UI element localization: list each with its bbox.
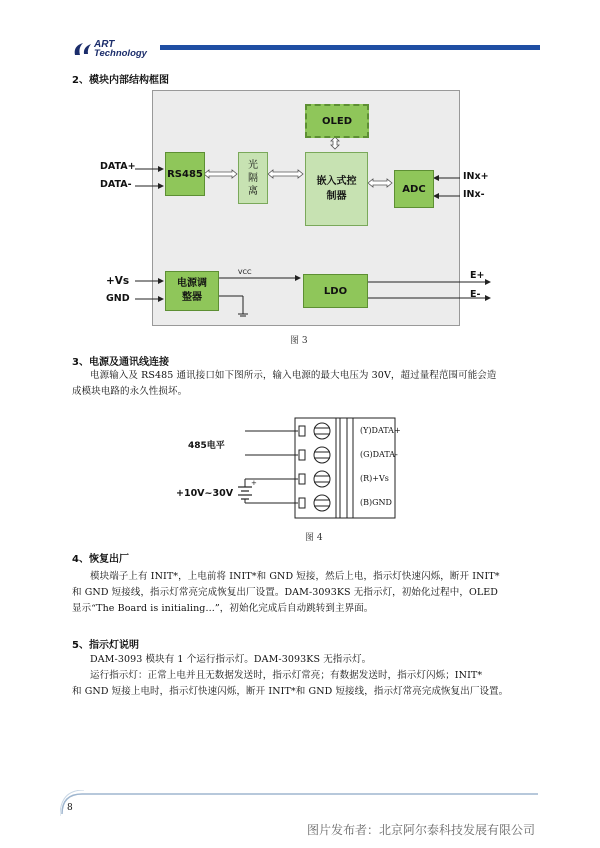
label-inx-minus: INx-: [463, 189, 485, 200]
section4-para-line1: 模块端子上有 INIT*，上电前将 INIT*和 GND 短接，然后上电，指示灯快速闪烁，断开 INIT*: [90, 571, 500, 582]
terminal-label-1: (Y)DATA+: [360, 426, 401, 435]
terminal-label-4: (B)GND: [360, 498, 392, 507]
terminal-label-3: (R)+Vs: [360, 474, 389, 483]
label-485-level: 485电平: [188, 441, 225, 451]
label-data-plus: DATA+: [100, 161, 136, 172]
figure4-caption: 图 4: [305, 533, 323, 543]
section5-para-line3: 和 GND 短接上电时，指示灯快速闪烁，断开 INIT*和 GND 短接线，指示灯常亮完成恢复出厂设置。: [72, 686, 509, 697]
section3-para-line2: 成模块电路的永久性损坏。: [72, 386, 188, 397]
footer-decoration: [60, 790, 540, 816]
section4-para-line2: 和 GND 短接线，指示灯常亮完成恢复出厂设置。DAM-3093KS 无指示灯，初始化过程中，OLED: [72, 587, 499, 598]
regulator-label-1: 电源调: [177, 278, 207, 289]
section2-title: 2、模块内部结构框图: [72, 75, 169, 86]
ldo-label: LDO: [323, 285, 348, 297]
label-inx-plus: INx+: [463, 171, 489, 182]
label-data-minus: DATA-: [100, 179, 132, 190]
isolation-label-1: 光: [248, 159, 258, 171]
mcu-label-1: 嵌入式控: [316, 176, 357, 187]
label-gnd: GND: [106, 293, 130, 304]
logo-line1: ART: [94, 39, 115, 50]
section5-para-line2: 运行指示灯：正常上电并且无数据发送时，指示灯常亮；有数据发送时，指示灯闪烁；INIT*: [90, 670, 483, 681]
regulator-label-2: 整器: [182, 292, 202, 303]
publisher-credit: 图片发布者：北京阿尔泰科技发展有限公司: [307, 823, 536, 837]
section4-para-line3: 显示“The Board is initialing...”，初始化完成后自动跳转到主界面。: [72, 603, 374, 614]
oled-label: OLED: [321, 115, 352, 127]
adc-label: ADC: [402, 183, 426, 195]
terminal-label-2: (G)DATA-: [360, 450, 398, 459]
label-vcc: VCC: [238, 268, 252, 276]
rs485-label: RS485: [167, 168, 203, 180]
label-vs: +Vs: [106, 275, 130, 287]
svg-text:+: +: [251, 479, 257, 487]
figure3-caption: 图 3: [290, 336, 308, 346]
section3-title: 3、电源及通讯线连接: [72, 357, 169, 368]
logo-line2: Technology: [94, 48, 147, 59]
label-supply-range: +10V~30V: [176, 488, 234, 499]
label-e-minus: E-: [470, 289, 481, 300]
section5-title: 5、指示灯说明: [72, 640, 139, 651]
isolation-label-3: 离: [248, 185, 258, 197]
section5-para-line1: DAM-3093 模块有 1 个运行指示灯。DAM-3093KS 无指示灯。: [90, 654, 372, 665]
isolation-label-2: 隔: [248, 172, 258, 184]
mcu-label-2: 制器: [326, 191, 347, 202]
section4-title: 4、恢复出厂: [72, 554, 129, 565]
label-e-plus: E+: [470, 270, 485, 281]
page-number: 8: [67, 803, 73, 813]
section3-para-line1: 电源输入及 RS485 通讯接口如下图所示，输入电源的最大电压为 30V，超过量程范围可能会造: [90, 370, 497, 381]
